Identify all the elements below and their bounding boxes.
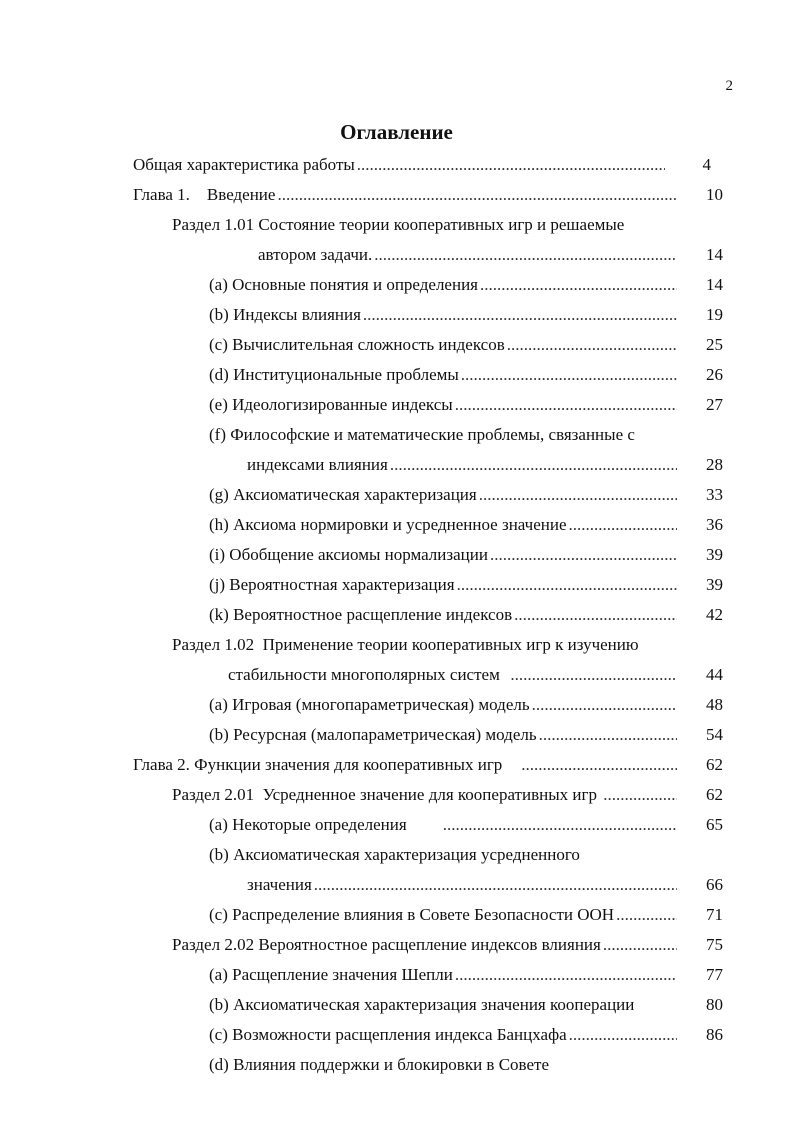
toc-entry-page: 14	[706, 245, 723, 264]
toc-entry	[209, 720, 723, 750]
toc-entry-text: (i) Обобщение аксиомы нормализации	[209, 545, 488, 564]
toc-entry-text: (d) Институциональные проблемы	[209, 365, 459, 384]
toc-entry-text: Глава 1. Введение	[133, 185, 276, 204]
leader-dots	[314, 870, 677, 900]
leader-dots	[461, 360, 677, 390]
toc-entry-text: (h) Аксиома нормировки и усредненное значение	[209, 515, 567, 534]
toc-entry-text: (a) Игровая (многопараметрическая) модель	[209, 695, 530, 714]
toc-entry	[209, 570, 723, 600]
toc-entry	[209, 690, 723, 720]
toc-entry-page: 10	[706, 185, 723, 204]
leader-dots	[455, 960, 677, 990]
toc-entry-text: Общая характеристика работы	[133, 155, 355, 174]
toc-entry	[133, 150, 711, 180]
toc-entry	[133, 750, 723, 780]
toc-entry-page: 75	[706, 935, 723, 954]
toc-entry-page: 62	[706, 785, 723, 804]
toc-entry-text: индексами влияния	[247, 455, 388, 474]
toc-entry	[228, 660, 723, 690]
toc-entry	[209, 330, 723, 360]
toc-entry-page: 54	[706, 725, 723, 744]
toc-entry-page: 62	[706, 755, 723, 774]
toc-entry	[209, 810, 723, 840]
leader-dots	[490, 540, 677, 570]
toc-entry-page: 77	[706, 965, 723, 984]
leader-dots	[514, 600, 677, 630]
leader-dots	[603, 780, 677, 810]
toc-entry	[258, 240, 723, 270]
leader-dots	[521, 750, 677, 780]
toc-entry-page: 39	[706, 575, 723, 594]
toc-entry	[209, 840, 723, 870]
toc-entry	[209, 990, 723, 1020]
leader-dots	[480, 270, 677, 300]
toc-entry	[209, 540, 723, 570]
leader-dots	[363, 300, 677, 330]
leader-dots	[569, 1020, 677, 1050]
leader-dots	[532, 690, 677, 720]
toc-entry-page: 44	[706, 665, 723, 684]
leader-dots	[616, 900, 677, 930]
toc-entry-text: (c) Вычислительная сложность индексов	[209, 335, 505, 354]
toc-entry-page: 27	[706, 395, 723, 414]
toc-entry	[209, 960, 723, 990]
toc-entry	[209, 390, 723, 420]
toc-entry-text: Раздел 2.01 Усредненное значение для кооперативных игр	[172, 785, 602, 804]
toc-entry-text: Раздел 2.02 Вероятностное расщепление индексов влияния	[172, 935, 601, 954]
toc-entry-text: значения	[247, 875, 312, 894]
toc-entry-page: 86	[706, 1025, 723, 1044]
toc-entry-page: 14	[706, 275, 723, 294]
toc-entry-text: (a) Некоторые определения	[209, 815, 441, 834]
toc-entry-page: 4	[702, 155, 711, 174]
toc-title: Оглавление	[340, 120, 453, 144]
leader-dots	[569, 510, 678, 540]
toc-entry-text: (g) Аксиоматическая характеризация	[209, 485, 477, 504]
toc-entry-page: 48	[706, 695, 723, 714]
toc-entry-page: 36	[706, 515, 723, 534]
toc-entry-text: (b) Аксиоматическая характеризация усредненного	[209, 845, 580, 864]
toc-entry	[209, 510, 723, 540]
toc-entry-text: (b) Ресурсная (малопараметрическая) модель	[209, 725, 537, 744]
toc-entry-text: (e) Идеологизированные индексы	[209, 395, 453, 414]
toc-entry-text: автором задачи.	[258, 245, 373, 264]
toc-entry-page: 80	[706, 995, 723, 1014]
page-number: 2	[725, 78, 733, 94]
toc-entry-text: (c) Распределение влияния в Совете Безопасности ООН	[209, 905, 615, 924]
toc-entry-text: Глава 2. Функции значения для кооперативных игр	[133, 755, 520, 774]
toc-entry-text: стабильности многополярных систем	[228, 665, 509, 684]
toc-entry	[209, 480, 723, 510]
toc-entry-page: 25	[706, 335, 723, 354]
toc-entry	[209, 1050, 723, 1080]
toc-entry-text: (b) Аксиоматическая характеризация значения кооперации	[209, 995, 635, 1014]
toc-entry	[172, 780, 723, 810]
toc-entry-page: 66	[706, 875, 723, 894]
toc-entry-text: (f) Философские и математические проблемы, связанные с	[209, 425, 635, 444]
toc-entry-text: (a) Основные понятия и определения	[209, 275, 478, 294]
leader-dots	[357, 150, 665, 180]
toc-entry-page: 33	[706, 485, 723, 504]
toc-entry	[172, 630, 723, 660]
toc-entry-text: (k) Вероятностное расщепление индексов	[209, 605, 513, 624]
leader-dots	[539, 720, 677, 750]
leader-dots	[457, 570, 677, 600]
leader-dots	[277, 180, 677, 210]
toc-entry-page: 39	[706, 545, 723, 564]
toc-entry-page: 28	[706, 455, 723, 474]
toc-entry	[209, 270, 723, 300]
toc-entry	[247, 450, 723, 480]
toc-entry-text: Раздел 1.02 Применение теории кооперативных игр к изучению	[172, 635, 639, 654]
toc-entry	[209, 300, 723, 330]
leader-dots	[510, 660, 677, 690]
toc-entry-text: (d) Влияния поддержки и блокировки в Совете	[209, 1055, 549, 1074]
leader-dots	[390, 450, 677, 480]
toc-entry	[209, 420, 723, 450]
toc-entry-text: (a) Расщепление значения Шепли	[209, 965, 453, 984]
toc-entry-text: Раздел 1.01 Состояние теории кооперативных игр и решаемые	[172, 215, 625, 234]
toc-entry-page: 42	[706, 605, 723, 624]
toc-entry-text: (b) Индексы влияния	[209, 305, 361, 324]
leader-dots	[455, 390, 677, 420]
leader-dots	[479, 480, 677, 510]
toc-entry	[209, 360, 723, 390]
toc-entry	[172, 210, 723, 240]
toc-entry-page: 71	[706, 905, 723, 924]
toc-entry	[133, 180, 723, 210]
leader-dots	[603, 930, 677, 960]
toc-entry-text: (c) Возможности расщепления индекса Банцхафа	[209, 1025, 567, 1044]
leader-dots	[374, 240, 677, 270]
toc-entry-text: (j) Вероятностная характеризация	[209, 575, 455, 594]
toc-entry	[209, 1020, 723, 1050]
leader-dots	[507, 330, 677, 360]
toc-entry	[209, 900, 723, 930]
toc-entry	[247, 870, 723, 900]
toc-entry	[172, 930, 723, 960]
leader-dots	[443, 810, 677, 840]
toc-entry-page: 26	[706, 365, 723, 384]
toc-entry	[209, 600, 723, 630]
toc-entry-page: 65	[706, 815, 723, 834]
toc-entry-page: 19	[706, 305, 723, 324]
